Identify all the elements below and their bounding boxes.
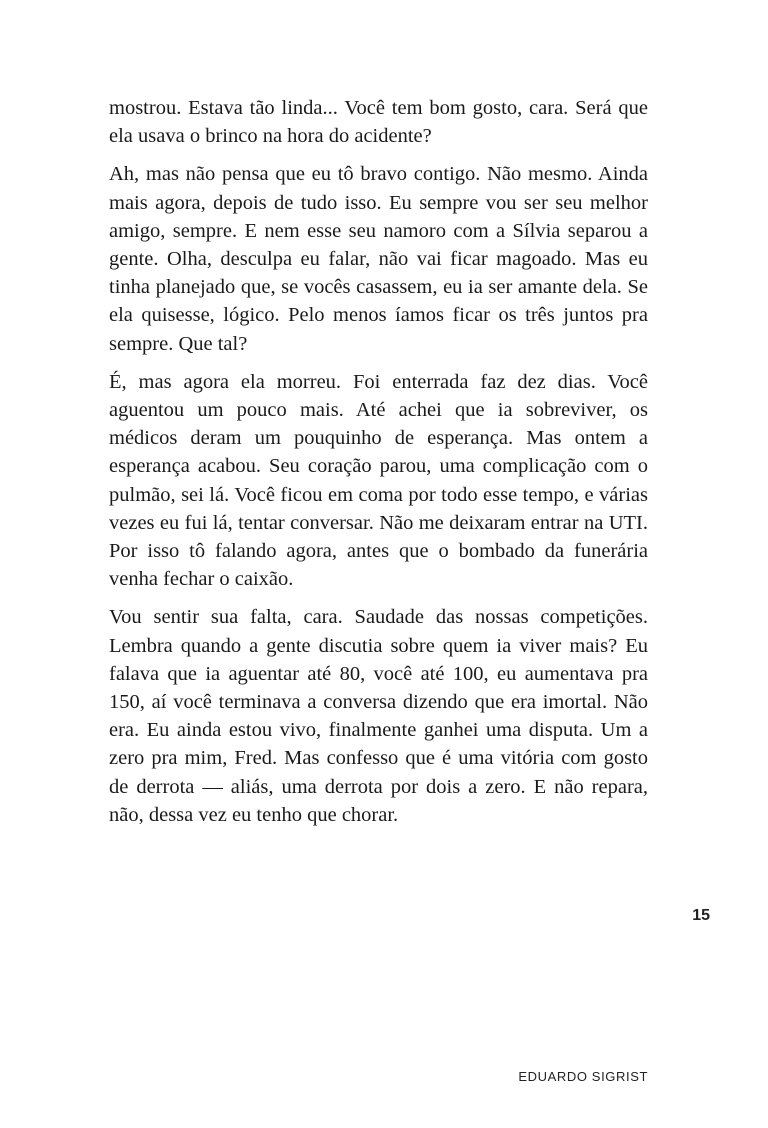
paragraph-3: É, mas agora ela morreu. Foi enterrada faz dez dias. Você aguentou um pouco mais. Até achei que ia sobreviver, os médicos deram um pouquinho de esperança. Mas ontem a esperança acabou. Seu coração parou, uma complicação com o pulmão, sei lá. Você ficou em coma por todo esse tempo, e várias vezes eu fui lá, tentar conversar. Não me deixaram entrar na UTI. Por isso tô falando agora, antes que o bombado da funerária venha fechar o caixão.: [109, 370, 648, 591]
author-footer: EDUARDO SIGRIST: [518, 1069, 648, 1084]
paragraph-4: Vou sentir sua falta, cara. Saudade das nossas competições. Lembra quando a gente discutia sobre quem ia viver mais? Eu falava que ia aguentar até 80, você até 100, eu aumentava pra 150, aí você terminava a conversa dizendo que era imortal. Não era. Eu ainda estou vivo, finalmente ganhei uma disputa. Um a zero pra mim, Fred. Mas confesso que é uma vitória com gosto de derrota — aliás, uma derrota por dois a zero. E não repara, não, dessa vez eu tenho que chorar.: [109, 606, 648, 826]
page-number: 15: [692, 907, 710, 924]
paragraph-1: mostrou. Estava tão linda... Você tem bom gosto, cara. Será que ela usava o brinco na hora do acidente?: [109, 97, 648, 148]
body-text: [109, 94, 648, 839]
paragraph-2: Ah, mas não pensa que eu tô bravo contigo. Não mesmo. Ainda mais agora, depois de tudo isso. Eu sempre vou ser seu melhor amigo, sempre. E nem esse seu namoro com a Sílvia separou a gente. Olha, desculpa eu falar, não vai ficar magoado. Mas eu tinha planejado que, se vocês casassem, eu ia ser amante dela. Se ela quisesse, lógico. Pelo menos íamos ficar os três juntos pra sempre. Que tal?: [109, 163, 648, 355]
